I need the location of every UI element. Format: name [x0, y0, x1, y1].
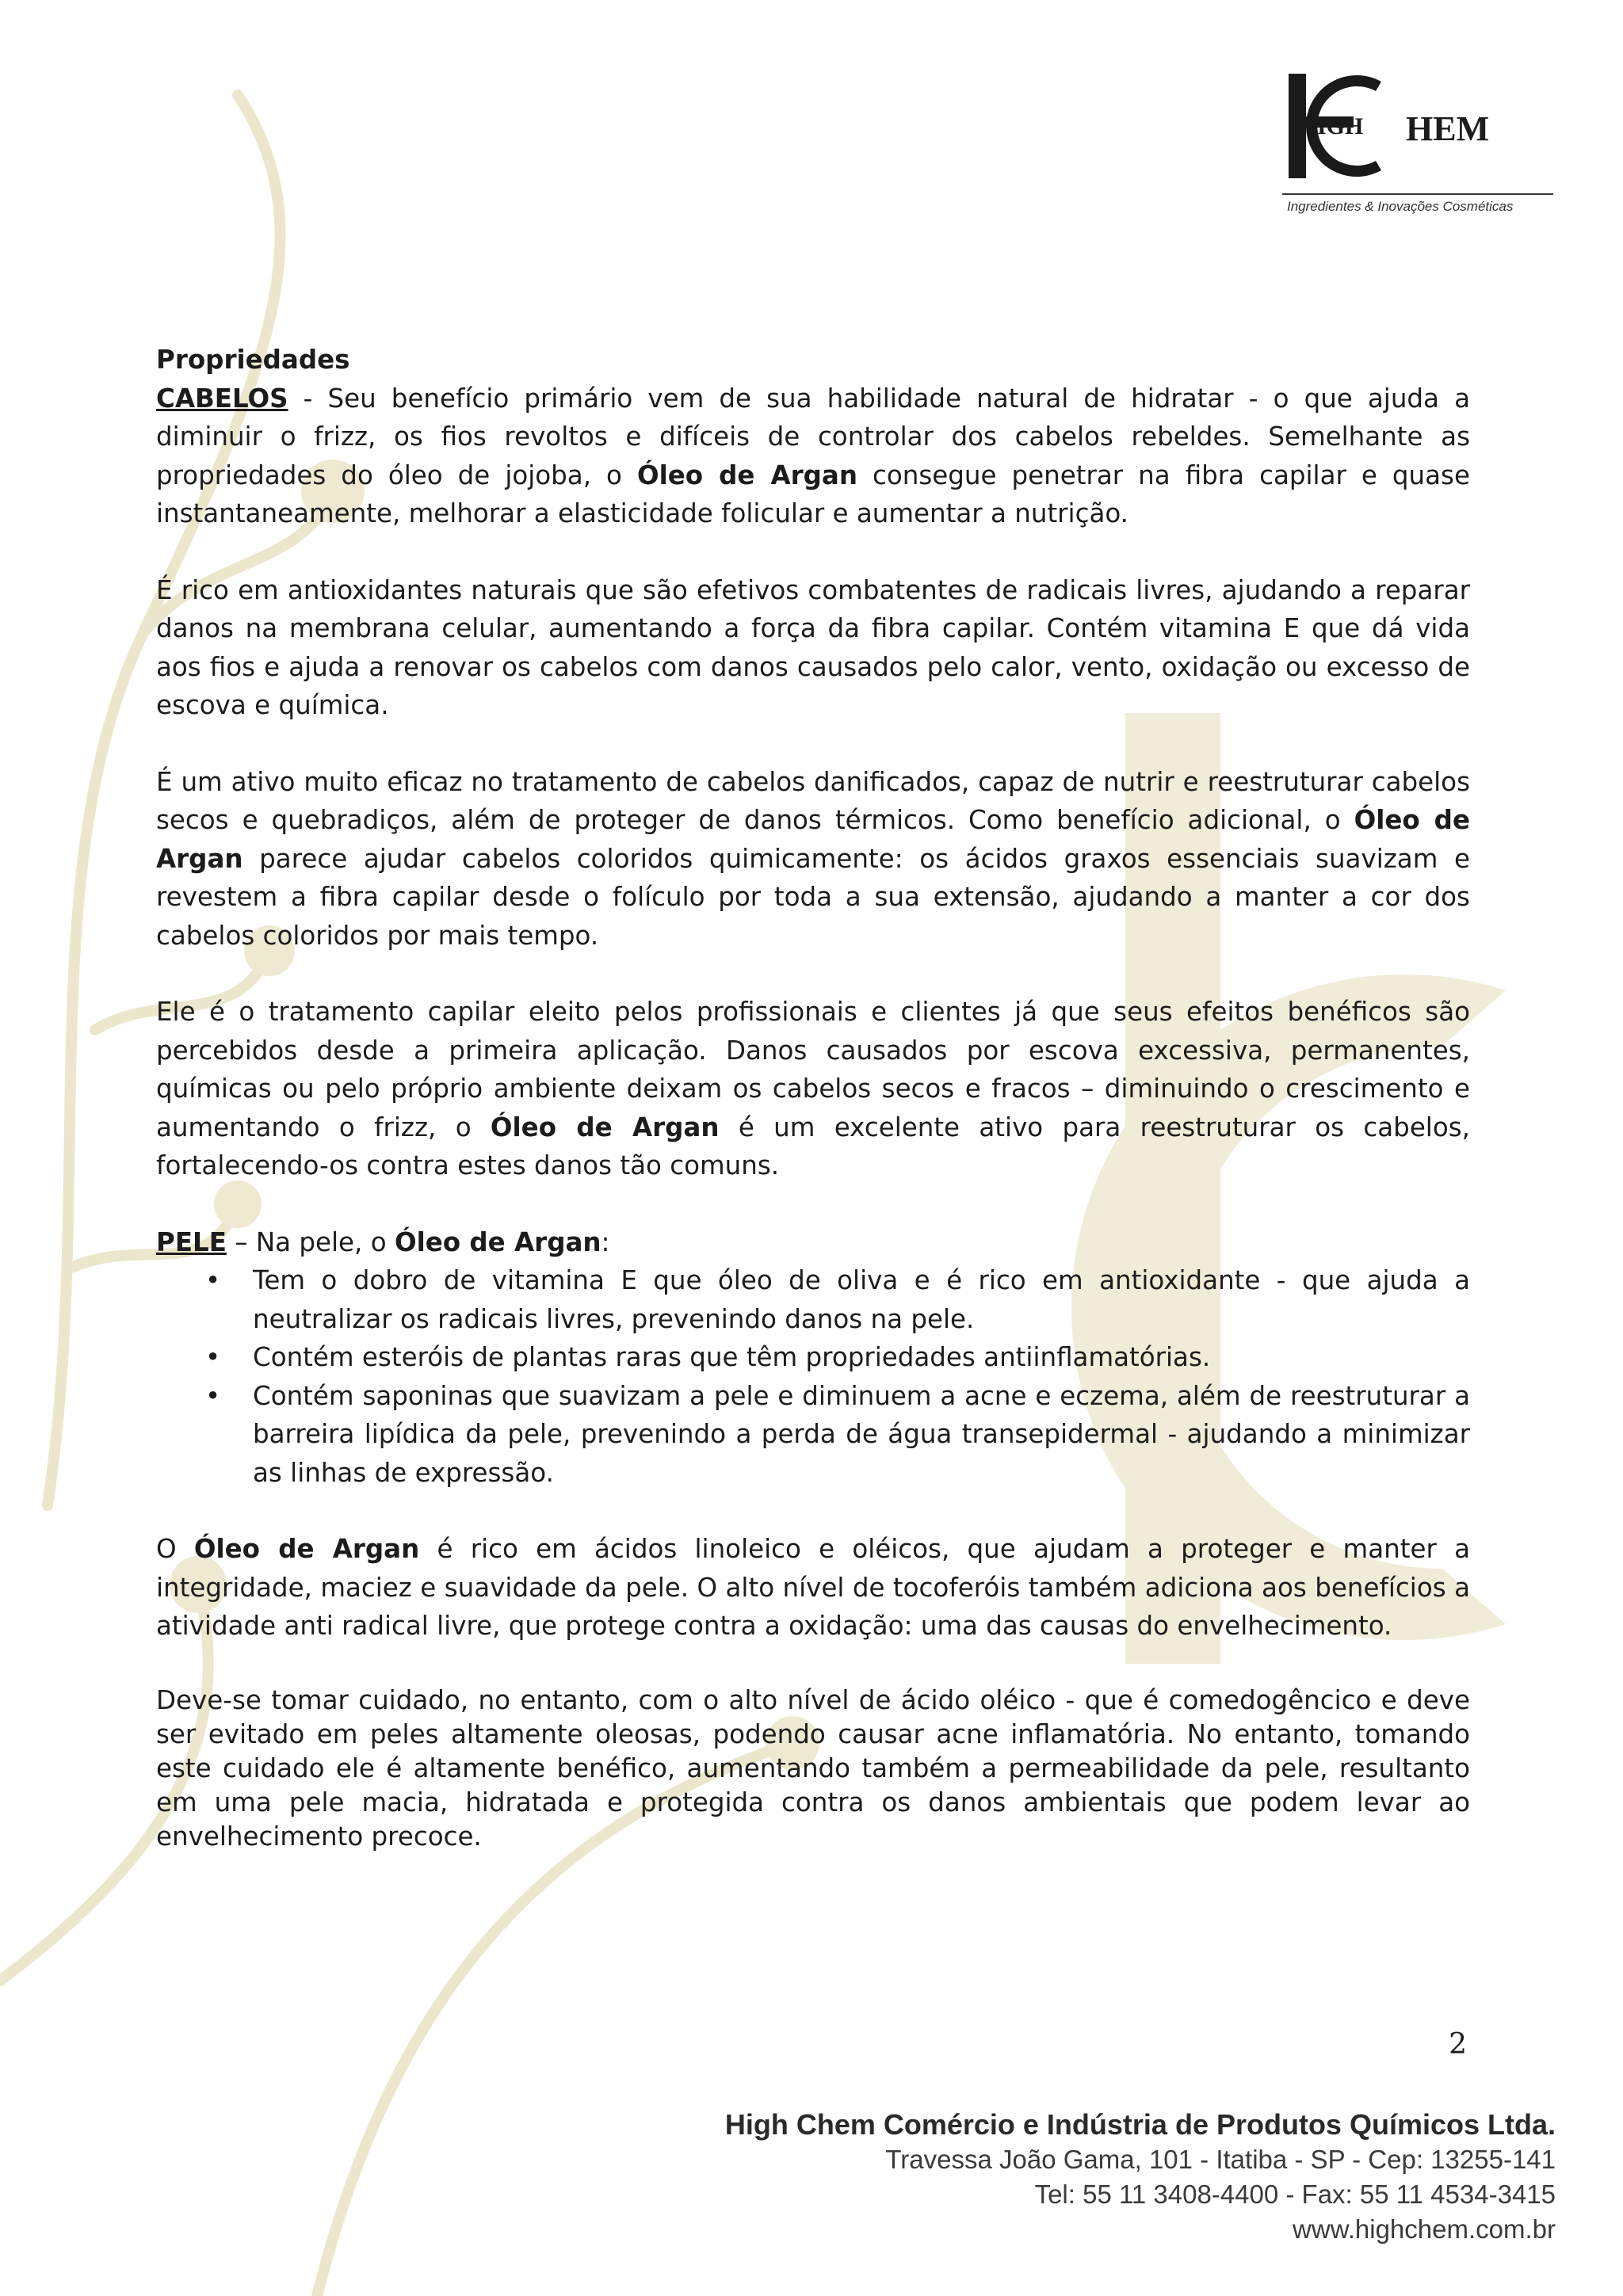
- bullet-icon: •: [205, 1380, 221, 1411]
- paragraph-cuidado: Deve-se tomar cuidado, no entanto, com o alto nível de ácido oléico - que é comedogêncico e deve ser evitado em peles altamente oleosas, podendo causar acne inflamatória. No entanto, tomando este cuidado ele é altamente benéfico, aumentando também a permeabilidade da pele, resultanto em uma pele macia, hidratada e protegida contra os danos ambientais que podem levar ao envelhecimento precoce.: [156, 1684, 1470, 1852]
- footer-website: www.highchem.com.br: [1293, 2214, 1556, 2244]
- footer-address: Travessa João Gama, 101 - Itatiba - SP - Cep: 13255-141: [885, 2145, 1556, 2174]
- footer: [725, 2107, 1556, 2247]
- page-number: 2: [1449, 2028, 1467, 2061]
- list-item: • Tem o dobro de vitamina E que óleo de oliva e é rico em antioxidante - que ajuda a neutralizar os radicais livres, prevenindo danos na pele.: [156, 1261, 1470, 1338]
- highchem-logo: [1258, 67, 1560, 226]
- pele-bullet-list: [156, 1261, 1470, 1492]
- pele-label: PELE: [156, 1226, 227, 1257]
- paragraph-cabelos: CABELOS - Seu benefício primário vem de sua habilidade natural de hidratar - o que ajuda a diminuir o frizz, os fios revoltos e difíceis de controlar dos cabelos rebeldes. Semelhante as propriedades do óleo de jojoba, o Óleo de Argan consegue penetrar na fibra capilar e quase instantaneamente, melhorar a elasticidade folicular e aumentar a nutrição.: [156, 383, 1470, 528]
- logo-text-igh: IGH: [1317, 113, 1364, 139]
- document-body: [156, 341, 1470, 1854]
- paragraph-pele-intro: PELE – Na pele, o Óleo de Argan:: [156, 1226, 610, 1257]
- footer-phones: Tel: 55 11 3408-4400 - Fax: 55 11 4534-3415: [1034, 2180, 1556, 2209]
- logo-text-hem: HEM: [1406, 109, 1490, 148]
- footer-company: High Chem Comércio e Indústria de Produtos Químicos Ltda.: [724, 2108, 1556, 2141]
- cabelos-label: CABELOS: [156, 383, 288, 414]
- paragraph-ativo: É um ativo muito eficaz no tratamento de cabelos danificados, capaz de nutrir e reestruturar cabelos secos e quebradiços, além de proteger de danos térmicos. Como benefício adicional, o Óleo de Argan parece ajudar cabelos coloridos quimicamente: os ácidos graxos essenciais suavizam e revestem a fibra capilar desde o folículo por toda a sua extensão, ajudando a manter a cor dos cabelos coloridos por mais tempo.: [156, 766, 1470, 951]
- paragraph-acidos: O Óleo de Argan é rico em ácidos linoleico e oléicos, que ajudam a proteger e manter a integridade, maciez e suavidade da pele. O alto nível de tocoferóis também adiciona aos benefícios a atividade anti radical livre, que protege contra a oxidação: uma das causas do envelhecimento.: [156, 1534, 1470, 1641]
- logo-tagline: Ingredientes & Inovações Cosméticas: [1287, 199, 1514, 214]
- paragraph-tratamento: Ele é o tratamento capilar eleito pelos profissionais e clientes já que seus efeitos benéficos são percebidos desde a primeira aplicação. Danos causados por escova excessiva, permanentes, químicas ou pelo próprio ambiente deixam os cabelos secos e fracos – diminuindo o crescimento e aumentando o frizz, o Óleo de Argan é um excelente ativo para reestruturar os cabelos, fortalecendo-os contra estes danos tão comuns.: [156, 997, 1470, 1180]
- paragraph-antioxidantes: É rico em antioxidantes naturais que são efetivos combatentes de radicais livres, ajudando a reparar danos na membrana celular, aumentando a força da fibra capilar. Contém vitamina E que dá vida aos fios e ajuda a renovar os cabelos com danos causados pelo calor, vento, oxidação ou excesso de escova e química.: [156, 574, 1470, 720]
- bullet-icon: •: [205, 1342, 221, 1372]
- section-heading: Propriedades: [156, 345, 350, 375]
- list-item: • Contém saponinas que suavizam a pele e diminuem a acne e eczema, além de reestruturar a barreira lipídica da pele, prevenindo a perda de água transepidermal - ajudando a minimizar as linhas de expressão.: [156, 1377, 1470, 1493]
- bullet-icon: •: [205, 1265, 221, 1295]
- list-item: • Contém esteróis de plantas raras que têm propriedades antiinflamatórias.: [156, 1338, 1470, 1377]
